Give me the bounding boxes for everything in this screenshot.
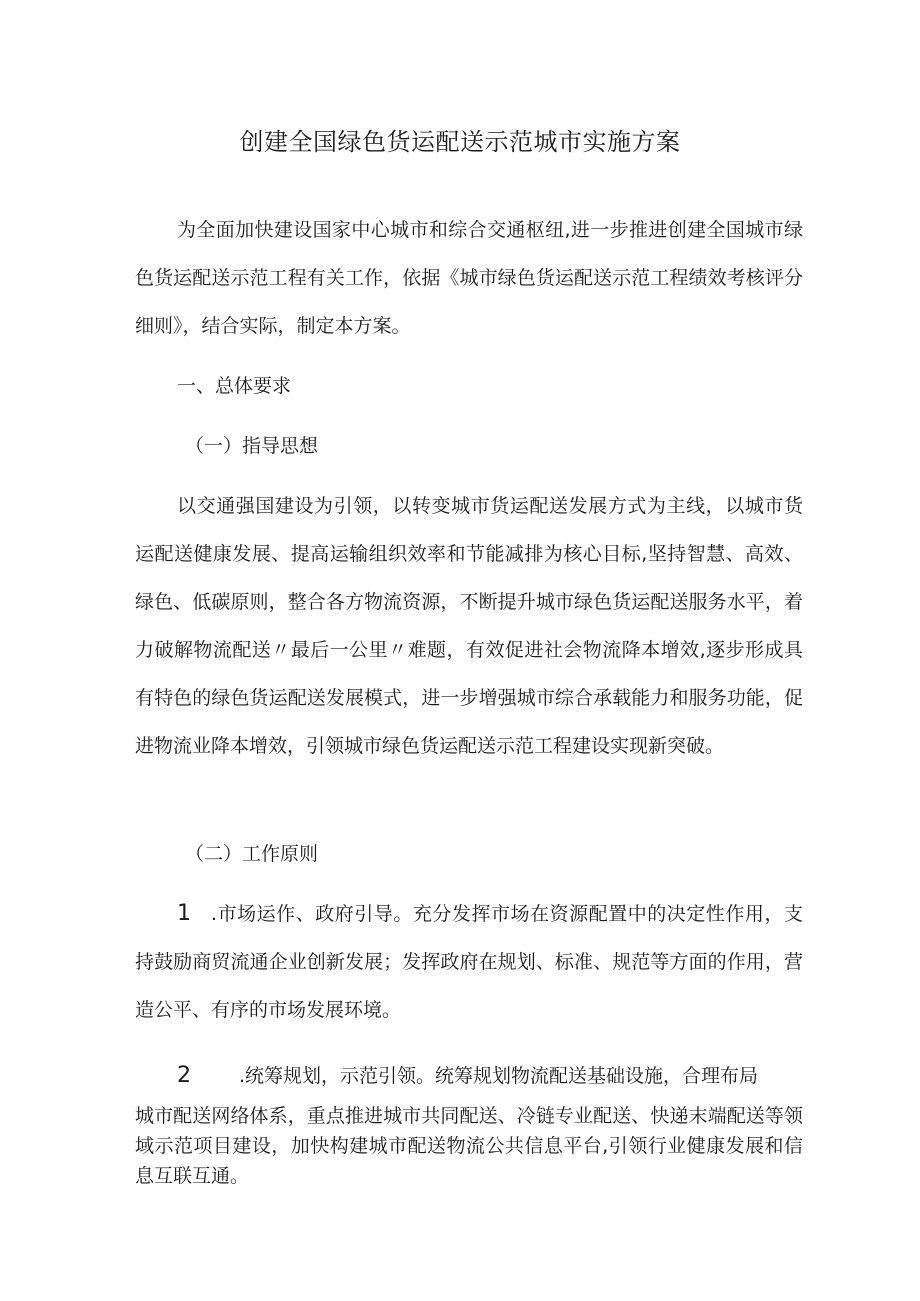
subsection-heading-guiding-ideology: （一）指导思想 [185, 435, 319, 457]
section-heading-overall-requirements: 一、总体要求 [177, 375, 292, 397]
principle-item-1 [135, 890, 803, 1034]
subsection-heading-working-principles: （二）工作原则 [185, 843, 319, 865]
document-title: 创建全国绿色货运配送示范城市实施方案 [239, 128, 681, 156]
principle-item-2-number: 2 [177, 1063, 191, 1088]
principle-item-2-continuation: 城市配送网络体系，重点推进城市共同配送、冷链专业配送、快递末端配送等领域示范项目建设，加快构建城市配送物流公共信息平台,引领行业健康发展和信息互联互通。 [135, 1105, 803, 1187]
principle-item-1-number: 1 [177, 901, 191, 926]
principle-item-2-text-first: .统筹规划，示范引领。统筹规划物流配送基础设施，合理布局 [239, 1065, 759, 1087]
guiding-ideology-paragraph: 以交通强国建设为引领，以转变城市货运配送发展方式为主线，以城市货运配送健康发展、提高运输组织效率和节能减排为核心目标,坚持智慧、高效、绿色、低碳原则，整合各方物流资源，不断提升城市绿色货运配送服务水平，着力破解物流配送〃最后一公里〃难题，有效促进社会物流降本增效,逐步形成具有特色的绿色货运配送发展模式，进一步增强城市综合承载能力和服务功能，促进物流业降本增效，引领城市绿色货运配送示范工程建设实现新突破。 [135, 495, 803, 757]
principle-item-2-first-line [135, 1052, 803, 1100]
principle-item-1-text: .市场运作、政府引导。充分发挥市场在资源配置中的决定性作用，支持鼓励商贸流通企业创新发展；发挥政府在规划、标准、规范等方面的作用，营造公平、有序的市场发展环境。 [135, 903, 803, 1021]
intro-paragraph: 为全面加快建设国家中心城市和综合交通枢纽,进一步推进创建全国城市绿色货运配送示范工程有关工作，依据《城市绿色货运配送示范工程绩效考核评分细则》，结合实际，制定本方案。 [135, 219, 803, 337]
